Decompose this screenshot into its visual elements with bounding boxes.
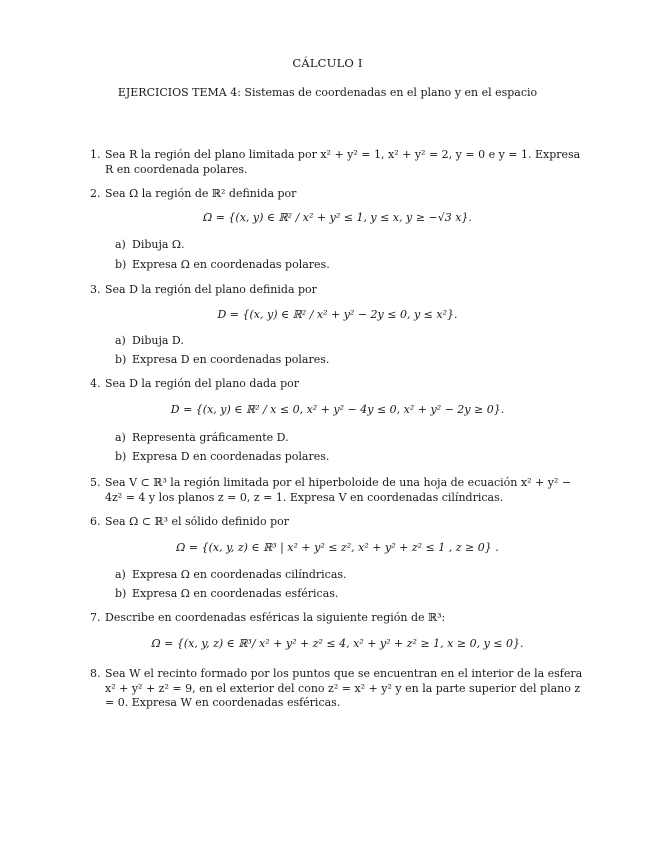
part-label: b) bbox=[115, 258, 127, 271]
page-subtitle: EJERCICIOS TEMA 4: Sistemas de coordenadas en el plano y en el espacio bbox=[117, 86, 538, 99]
exercise-3 bbox=[90, 283, 585, 298]
exercise-text: Sea W el recinto formado por los puntos que se encuentran en el interior de la esfera x² + y² + z² = 9, en el exterior del cono z² = x² + y² y en la parte superior del plano z = 0. Expresa W en coordenadas esféricas. bbox=[105, 667, 583, 709]
exercise-6-part-a bbox=[115, 568, 585, 582]
exercise-6-part-b bbox=[115, 587, 585, 601]
part-label: a) bbox=[115, 431, 126, 444]
exercise-7 bbox=[90, 611, 585, 626]
exercise-text: Sea D la región del plano dada por bbox=[105, 377, 300, 390]
part-label: a) bbox=[115, 568, 126, 581]
exercise-text: Describe en coordenadas esféricas la siguiente región de ℝ³: bbox=[105, 611, 446, 624]
exercise-number: 4. bbox=[90, 377, 101, 390]
exercise-6 bbox=[90, 515, 585, 530]
exercise-4-formula: D = {(x, y) ∈ ℝ² / x ≤ 0, x² + y² − 4y ≤ 0, x² + y² − 2y ≥ 0}. bbox=[170, 403, 505, 416]
exercise-number: 7. bbox=[90, 611, 101, 624]
part-text: Dibuja Ω. bbox=[132, 238, 185, 251]
exercise-number: 2. bbox=[90, 187, 101, 200]
exercise-text: Sea R la región del plano limitada por x² + y² = 1, x² + y² = 2, y = 0 e y = 1. Expresa R en coordenada polares. bbox=[105, 148, 581, 176]
exercise-number: 8. bbox=[90, 667, 101, 680]
exercise-4 bbox=[90, 377, 585, 392]
exercise-4-part-a bbox=[115, 431, 585, 445]
part-label: b) bbox=[115, 353, 127, 366]
page-title: CÁLCULO I bbox=[292, 56, 363, 70]
part-text: Expresa Ω en coordenadas esféricas. bbox=[132, 587, 339, 600]
part-text: Expresa D en coordenadas polares. bbox=[132, 353, 330, 366]
exercise-number: 3. bbox=[90, 283, 101, 296]
exercise-number: 1. bbox=[90, 148, 101, 161]
exercise-3-part-a bbox=[115, 334, 585, 348]
exercise-text: Sea Ω ⊂ ℝ³ el sólido definido por bbox=[105, 515, 290, 528]
exercise-number: 5. bbox=[90, 476, 101, 489]
exercise-text: Sea V ⊂ ℝ³ la región limitada por el hiperboloide de una hoja de ecuación x² + y² − 4z² = 4 y los planos z = 0, z = 1. Expresa V en coordenadas cilíndricas. bbox=[105, 476, 572, 504]
part-text: Expresa Ω en coordenadas cilíndricas. bbox=[132, 568, 347, 581]
part-text: Dibuja D. bbox=[132, 334, 184, 347]
exercise-2-formula: Ω = {(x, y) ∈ ℝ² / x² + y² ≤ 1, y ≤ x, y ≥ −√3 x}. bbox=[203, 211, 472, 224]
exercise-text: Sea D la región del plano definida por bbox=[105, 283, 317, 296]
exercise-3-formula: D = {(x, y) ∈ ℝ² / x² + y² − 2y ≤ 0, y ≤ x²}. bbox=[217, 308, 458, 321]
exercise-text: Sea Ω la región de ℝ² definida por bbox=[105, 187, 297, 200]
exercise-7-formula: Ω = {(x, y, z) ∈ ℝ³/ x² + y² + z² ≤ 4, x² + y² + z² ≥ 1, x ≥ 0, y ≤ 0}. bbox=[151, 637, 524, 650]
exercise-3-part-b bbox=[115, 353, 585, 367]
exercise-2-part-b bbox=[115, 258, 585, 272]
part-label: b) bbox=[115, 450, 127, 463]
exercise-4-part-b bbox=[115, 450, 585, 464]
exercise-number: 6. bbox=[90, 515, 101, 528]
part-label: a) bbox=[115, 334, 126, 347]
part-text: Representa gráficamente D. bbox=[132, 431, 289, 444]
part-text: Expresa D en coordenadas polares. bbox=[132, 450, 330, 463]
exercise-1 bbox=[90, 148, 585, 177]
exercise-2 bbox=[90, 187, 585, 202]
exercise-5 bbox=[90, 476, 585, 505]
exercise-8 bbox=[90, 667, 585, 711]
exercise-6-formula: Ω = {(x, y, z) ∈ ℝ³ | x² + y² ≤ z², x² + y² + z² ≤ 1 , z ≥ 0} . bbox=[176, 541, 499, 554]
exercise-2-part-a bbox=[115, 238, 585, 252]
part-text: Expresa Ω en coordenadas polares. bbox=[132, 258, 330, 271]
part-label: b) bbox=[115, 587, 127, 600]
part-label: a) bbox=[115, 238, 126, 251]
